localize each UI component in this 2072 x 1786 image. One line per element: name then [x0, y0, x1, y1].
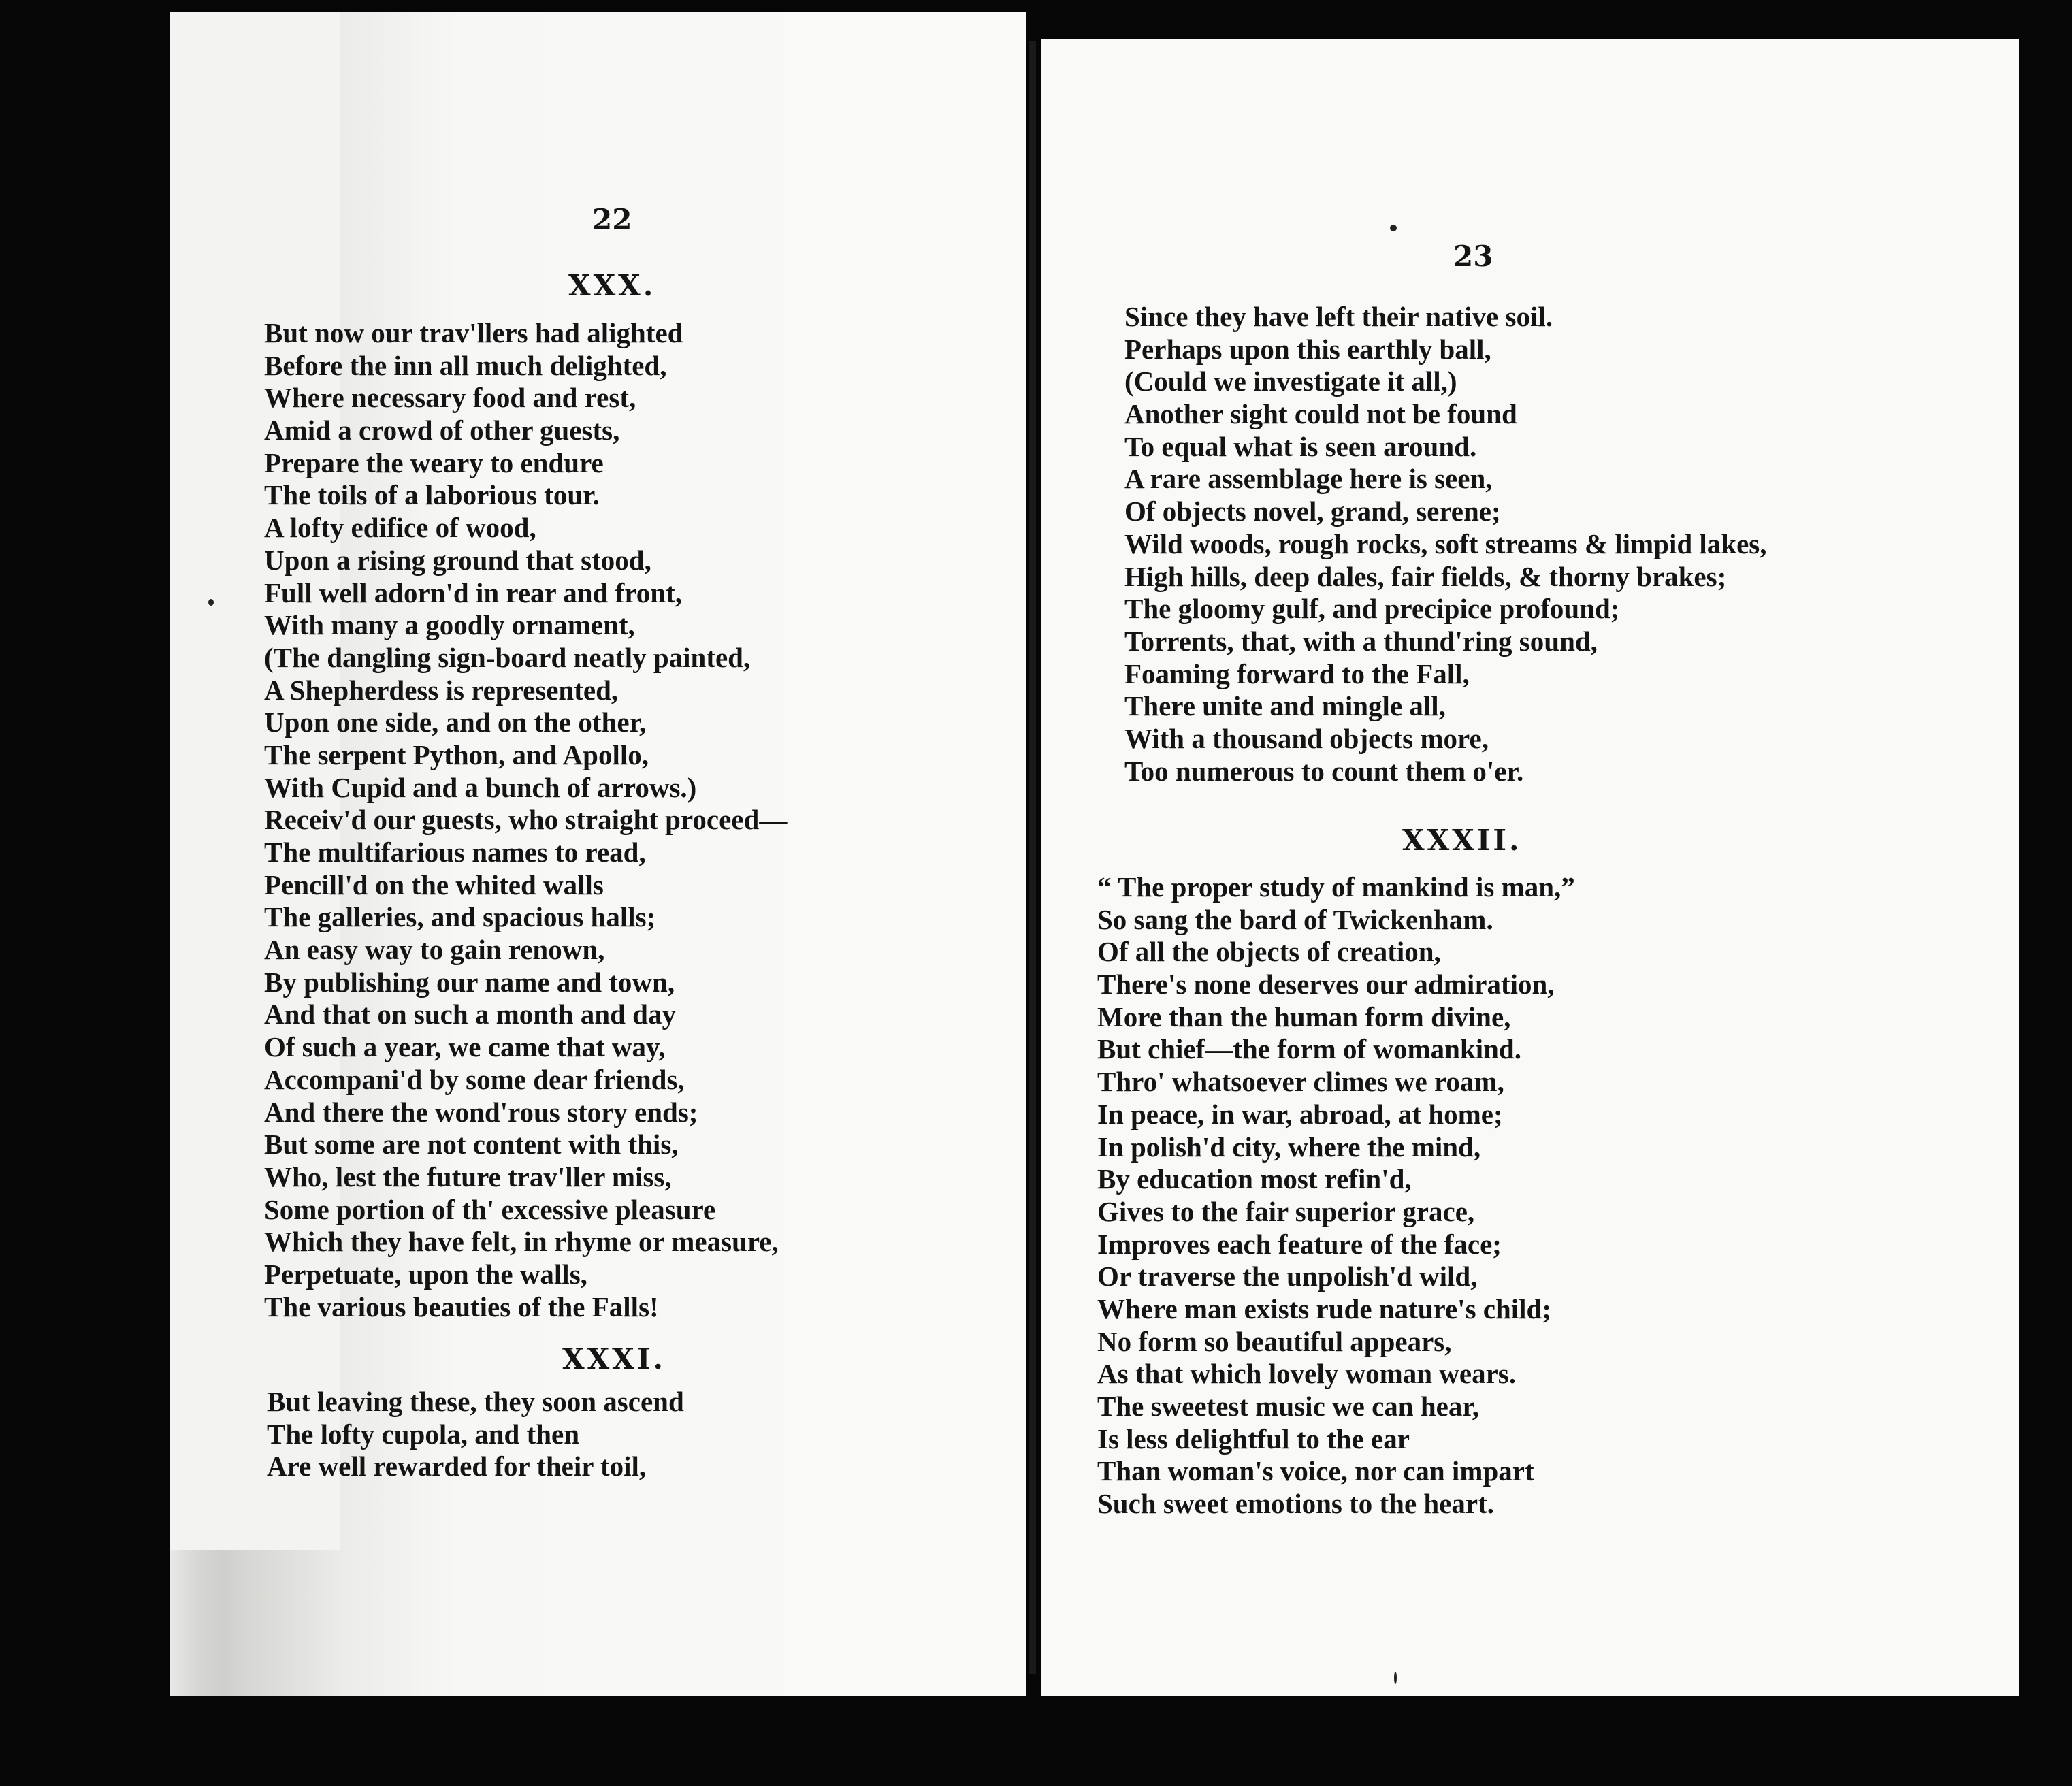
verse-line: Where necessary food and rest,: [264, 382, 636, 414]
verse-line: An easy way to gain renown,: [264, 934, 605, 966]
verse-line: Who, lest the future trav'ller miss,: [264, 1160, 672, 1192]
verse-line: Pencill'd on the whited walls: [264, 868, 604, 900]
verse-line: The sweetest music we can hear,: [1097, 1391, 1480, 1422]
verse-line: There unite and mingle all,: [1124, 690, 1446, 722]
verse-line: But leaving these, they soon ascend: [267, 1386, 684, 1417]
verse-xxxii: [1097, 871, 1575, 1521]
verse-line: (Could we investigate it all,): [1124, 366, 1457, 397]
verse-line: “ The proper study of mankind is man,”: [1097, 871, 1575, 903]
verse-line: Wild woods, rough rocks, soft streams & limpid lakes,: [1124, 527, 1767, 559]
verse-xxxi: [267, 1386, 684, 1483]
verse-line: Since they have left their native soil.: [1124, 301, 1553, 332]
verse-line: Full well adorn'd in rear and front,: [264, 577, 682, 608]
verse-line: (The dangling sign-board neatly painted,: [264, 641, 751, 673]
page-number-right: 23: [1453, 240, 1493, 273]
verse-line: Of such a year, we came that way,: [264, 1031, 666, 1063]
verse-line: Is less delightful to the ear: [1097, 1423, 1410, 1455]
verse-line: The multifarious names to read,: [264, 837, 646, 868]
verse-line: Some portion of th' excessive pleasure: [264, 1193, 716, 1225]
verse-line: Which they have felt, in rhyme or measure,: [264, 1226, 779, 1258]
verse-xxxi-continuation: [1124, 301, 1767, 788]
verse-line: Upon a rising ground that stood,: [264, 544, 651, 576]
print-speck: [1394, 1672, 1397, 1684]
verse-xxx: [264, 317, 787, 1323]
verse-line: Foaming forward to the Fall,: [1124, 657, 1470, 689]
verse-line: But now our trav'llers had alighted: [264, 317, 683, 348]
verse-line: With Cupid and a bunch of arrows.): [264, 771, 697, 803]
verse-line: The toils of a laborious tour.: [264, 479, 600, 511]
verse-line: Or traverse the unpolish'd wild,: [1097, 1261, 1478, 1293]
book-gutter: [1029, 41, 1036, 1674]
verse-line: Amid a crowd of other guests,: [264, 415, 620, 446]
print-speck: [1390, 225, 1397, 231]
section-heading-xxxi: XXXI.: [562, 1342, 666, 1376]
verse-line: In polish'd city, where the mind,: [1097, 1131, 1481, 1163]
verse-line: So sang the bard of Twickenham.: [1097, 903, 1493, 935]
section-heading-xxx: XXX.: [568, 269, 656, 302]
verse-line: No form so beautiful appears,: [1097, 1325, 1452, 1357]
print-speck: [208, 599, 214, 606]
section-heading-xxxii: XXXII.: [1402, 824, 1522, 857]
verse-line: Of objects novel, grand, serene;: [1124, 496, 1501, 527]
verse-line: More than the human form divine,: [1097, 1001, 1511, 1033]
verse-line: Gives to the fair superior grace,: [1097, 1195, 1475, 1227]
verse-line: Perpetuate, upon the walls,: [264, 1258, 587, 1290]
verse-line: Than woman's voice, nor can impart: [1097, 1455, 1534, 1487]
verse-line: Such sweet emotions to the heart.: [1097, 1488, 1495, 1520]
verse-line: Another sight could not be found: [1124, 398, 1517, 430]
page-number-left: 22: [592, 203, 632, 236]
verse-line: And that on such a month and day: [264, 998, 676, 1030]
verse-line: The galleries, and spacious halls;: [264, 901, 656, 933]
verse-line: As that which lovely woman wears.: [1097, 1358, 1516, 1390]
verse-line: The gloomy gulf, and precipice profound;: [1124, 593, 1620, 625]
verse-line: Accompani'd by some dear friends,: [264, 1063, 685, 1095]
verse-line: A rare assemblage here is seen,: [1124, 463, 1493, 495]
verse-line: High hills, deep dales, fair fields, & thorny brakes;: [1124, 560, 1727, 592]
verse-line: By education most refin'd,: [1097, 1163, 1412, 1195]
verse-line: The serpent Python, and Apollo,: [264, 738, 649, 770]
verse-line: Where man exists rude nature's child;: [1097, 1293, 1552, 1325]
verse-line: Perhaps upon this earthly ball,: [1124, 333, 1491, 365]
verse-line: But some are not content with this,: [264, 1129, 679, 1160]
verse-line: Too numerous to count them o'er.: [1124, 755, 1524, 787]
verse-line: A Shepherdess is represented,: [264, 674, 619, 706]
verse-line: Upon one side, and on the other,: [264, 707, 647, 738]
verse-line: The lofty cupola, and then: [267, 1418, 580, 1450]
verse-line: By publishing our name and town,: [264, 966, 675, 998]
verse-line: But chief—the form of womankind.: [1097, 1033, 1521, 1065]
verse-line: Of all the objects of creation,: [1097, 936, 1441, 968]
verse-line: With a thousand objects more,: [1124, 722, 1489, 754]
verse-line: With many a goodly ornament,: [264, 609, 635, 641]
verse-line: Torrents, that, with a thund'ring sound,: [1124, 625, 1598, 657]
verse-line: Are well rewarded for their toil,: [267, 1450, 647, 1482]
verse-line: A lofty edifice of wood,: [264, 512, 536, 544]
verse-line: There's none deserves our admiration,: [1097, 969, 1555, 1001]
verse-line: Prepare the weary to endure: [264, 446, 604, 478]
verse-line: Before the inn all much delighted,: [264, 349, 667, 381]
verse-line: To equal what is seen around.: [1124, 430, 1477, 462]
verse-line: Improves each feature of the face;: [1097, 1228, 1502, 1260]
verse-line: Receiv'd our guests, who straight proceed—: [264, 804, 788, 836]
verse-line: The various beauties of the Falls!: [264, 1290, 659, 1322]
verse-line: And there the wond'rous story ends;: [264, 1096, 698, 1128]
verse-line: Thro' whatsoever climes we roam,: [1097, 1066, 1504, 1098]
verse-line: In peace, in war, abroad, at home;: [1097, 1098, 1503, 1130]
